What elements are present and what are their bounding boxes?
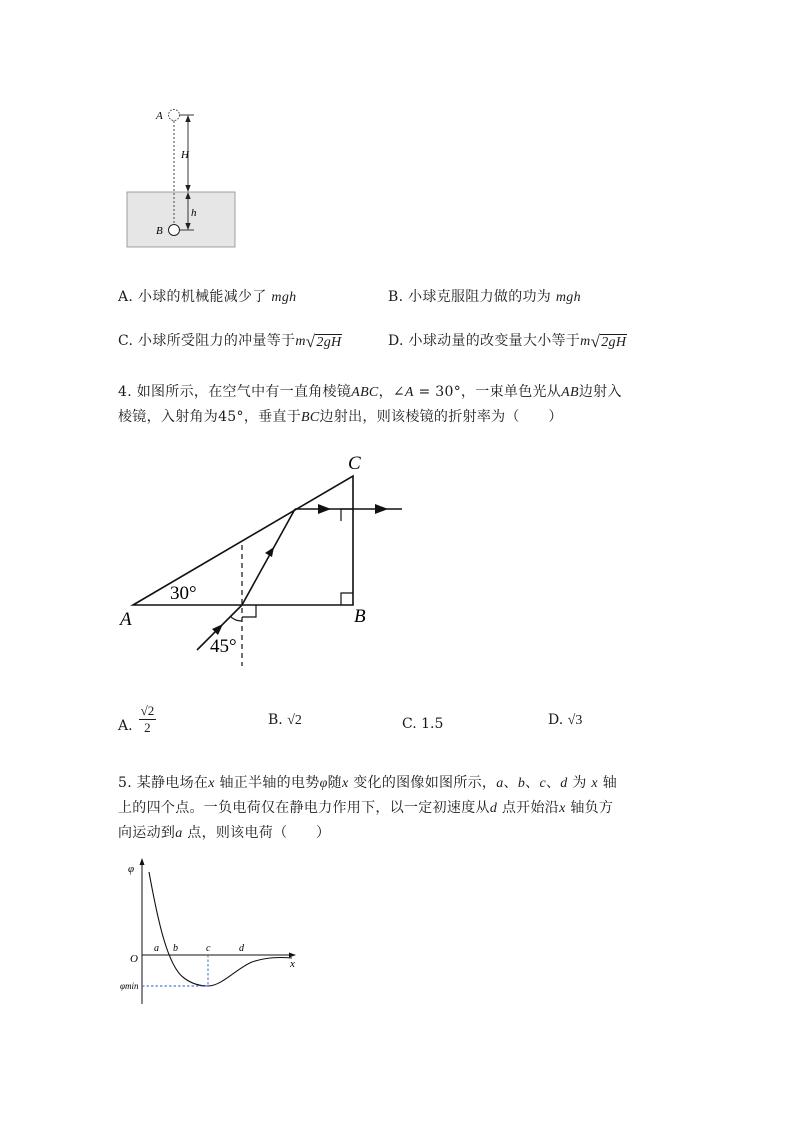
ball-b (169, 225, 180, 236)
q5-line-2: 上的四个点。一负电荷仅在静电力作用下，以一定初速度从d 点开始沿x 轴负方 (118, 800, 614, 816)
vertex-a: A (120, 609, 132, 630)
q4-line-2: 棱镜，入射角为45°，垂直于BC边射出，则该棱镜的折射率为（ ） (118, 409, 563, 425)
option-letter: A. (118, 718, 133, 734)
option-math: m √ 2gH (580, 332, 627, 351)
option-letter: B. (268, 712, 283, 728)
q4-option-c (402, 716, 443, 732)
q4-option-d (548, 712, 582, 729)
right-angle-b (341, 593, 353, 605)
option-letter: B. (388, 289, 404, 305)
refracted-ray (242, 509, 295, 605)
option-letter: C. (118, 333, 134, 349)
potential-curve (149, 872, 292, 986)
point-a: a (154, 943, 159, 954)
medium-region (127, 192, 235, 247)
point-c: c (206, 943, 211, 954)
point-d: d (239, 943, 244, 954)
option-fraction: $\frac{√2}{2}$ (140, 703, 155, 735)
figure-potential-graph (112, 856, 312, 1006)
option-text: 小球克服阻力做的功为 (408, 289, 552, 305)
option-value: √3 (567, 713, 583, 728)
option-text: 小球所受阻力的冲量等于 (138, 333, 296, 349)
option-math: m √ 2gH (295, 332, 342, 351)
option-letter: A. (118, 289, 134, 305)
right-angle-normal (242, 605, 256, 617)
q4-option-b (268, 712, 302, 729)
figure-ball-drop (118, 100, 248, 255)
phi-label: φ (128, 863, 135, 875)
x-label: x (290, 958, 295, 970)
option-letter: D. (548, 712, 564, 728)
angle-arc-45 (230, 616, 242, 621)
q3-option-d (388, 330, 627, 350)
q3-option-b (388, 286, 581, 306)
point-b: b (173, 943, 178, 954)
q3-option-c (118, 330, 342, 350)
label-depth-h: h (191, 207, 197, 219)
option-value: √2 (287, 713, 302, 728)
origin-label: O (130, 953, 138, 965)
prism-triangle (133, 476, 353, 605)
angle-30-label: 30° (170, 583, 197, 604)
option-math: mgh (271, 290, 297, 305)
label-b: B (156, 225, 163, 237)
label-a: A (156, 110, 163, 122)
option-text: 小球动量的改变量大小等于 (408, 333, 581, 349)
option-letter: C. (402, 716, 417, 732)
option-value: 1.5 (421, 716, 444, 732)
q3-option-a (118, 286, 296, 306)
vertex-c: C (348, 453, 361, 474)
ball-a (169, 110, 180, 121)
right-angle-exit (341, 509, 353, 521)
label-height-h: H (181, 149, 189, 161)
angle-45-label: 45° (210, 636, 237, 657)
figure-prism (110, 448, 420, 670)
q4-option-a (118, 703, 156, 736)
q4-line-1: 4. 如图所示，在空气中有一直角棱镜ABC，∠A = 30°，一束单色光从AB边射入 (118, 384, 622, 400)
phimin-label: φmin (120, 981, 139, 991)
option-letter: D. (388, 333, 404, 349)
q5-line-1: 5. 某静电场在x 轴正半轴的电势φ随x 变化的图像如图所示，a、b、c、d 为 x 轴 (118, 775, 617, 791)
option-text: 小球的机械能减少了 (137, 289, 267, 305)
q5-line-3: 向运动到a 点，则该电荷（ ） (118, 825, 331, 841)
option-math: mgh (555, 290, 581, 305)
vertex-b: B (354, 606, 366, 627)
